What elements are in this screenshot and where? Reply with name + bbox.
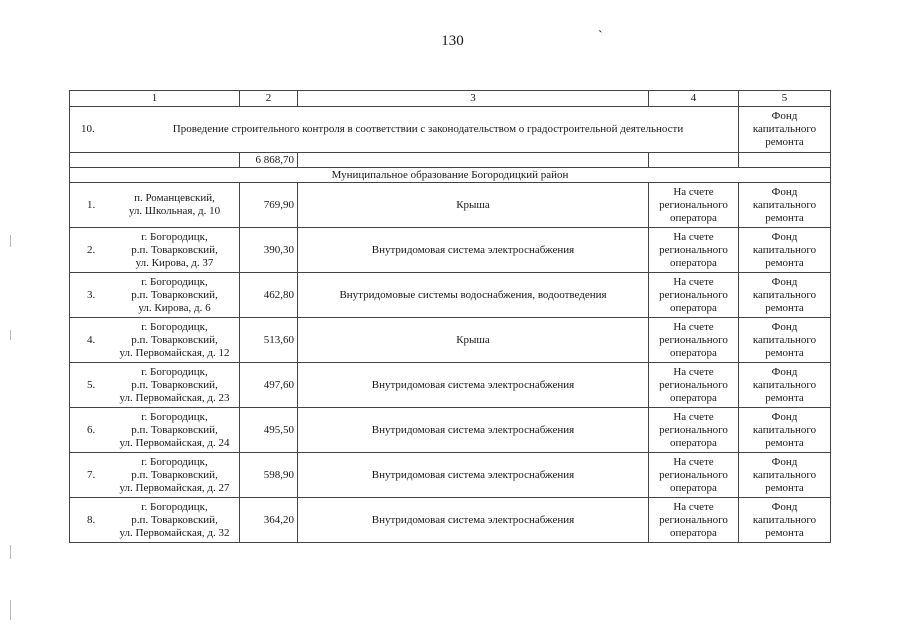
work-type: Внутридомовая система электроснабжения xyxy=(298,228,649,273)
stray-mark: ` xyxy=(598,29,603,44)
work-type: Внутридомовая система электроснабжения xyxy=(298,363,649,408)
account-line: оператора xyxy=(670,436,717,449)
row-number: 8. xyxy=(87,513,96,526)
address-line: г. Богородицк, xyxy=(141,455,208,468)
address-line: ул. Школьная, д. 10 xyxy=(128,205,221,217)
scan-edge-mark xyxy=(10,330,11,340)
fund-line: капитального xyxy=(752,333,817,346)
area-value: 513,60 xyxy=(240,318,298,363)
column-header: 3 xyxy=(298,91,649,107)
address-cell xyxy=(70,318,240,363)
table-row xyxy=(70,318,831,363)
table-row xyxy=(70,453,831,498)
fund-line: ремонта xyxy=(765,136,804,148)
address xyxy=(113,366,236,405)
address-line: г. Богородицк, xyxy=(141,275,208,288)
row-number: 1. xyxy=(87,198,96,211)
fund-line: Фонд xyxy=(771,275,798,288)
fund-line: капитального xyxy=(752,513,817,526)
work-type: Внутридомовая система электроснабжения xyxy=(298,498,649,543)
account-line: оператора xyxy=(670,526,717,539)
account-line: На счете xyxy=(673,185,714,198)
account-line: регионального xyxy=(659,333,728,346)
address-line: р.п. Товарковский, xyxy=(131,513,218,526)
section-row xyxy=(70,107,831,153)
work-type: Крыша xyxy=(298,183,649,228)
work-type: Крыша xyxy=(298,318,649,363)
fund-line: Фонд xyxy=(771,110,798,122)
address-line: г. Богородицк, xyxy=(141,320,208,333)
account-line: регионального xyxy=(659,198,728,211)
page-number: 130 xyxy=(441,33,464,49)
total-row xyxy=(70,153,831,168)
table-row xyxy=(70,363,831,408)
address-cell xyxy=(70,408,240,453)
account-line: На счете xyxy=(673,410,714,423)
scan-edge-mark xyxy=(10,235,11,247)
repair-works-table xyxy=(69,90,831,543)
account-line: регионального xyxy=(659,378,728,391)
address-line: р.п. Товарковский, xyxy=(131,468,218,481)
account-line: оператора xyxy=(670,346,717,359)
fund-line: ремонта xyxy=(765,436,804,449)
fund-cell xyxy=(739,318,831,363)
work-type: Внутридомовая система электроснабжения xyxy=(298,408,649,453)
column-header: 2 xyxy=(240,91,298,107)
work-type: Внутридомовая система электроснабжения xyxy=(298,453,649,498)
address-line: р.п. Товарковский, xyxy=(131,288,218,301)
fund-line: ремонта xyxy=(765,391,804,404)
account-line: оператора xyxy=(670,481,717,494)
fund-line: Фонд xyxy=(771,410,798,423)
empty-cell xyxy=(298,153,649,168)
fund-cell xyxy=(739,273,831,318)
municipality-row xyxy=(70,168,831,183)
account-cell xyxy=(649,228,739,273)
section-number: 10. xyxy=(81,123,95,135)
fund-line: ремонта xyxy=(765,346,804,359)
address-cell xyxy=(70,228,240,273)
address-line: г. Богородицк, xyxy=(141,500,208,513)
column-header: 5 xyxy=(739,91,831,107)
fund-line: капитального xyxy=(752,288,817,301)
account-cell xyxy=(649,498,739,543)
fund-line: капитального xyxy=(752,378,817,391)
fund-line: капитального xyxy=(752,243,817,256)
address-line: ул. Первомайская, д. 32 xyxy=(119,526,230,539)
fund-line: ремонта xyxy=(765,481,804,494)
account-line: На счете xyxy=(673,230,714,243)
address-cell xyxy=(70,183,240,228)
row-number: 2. xyxy=(87,243,96,256)
account-line: оператора xyxy=(670,301,717,314)
address xyxy=(113,456,236,495)
fund-line: капитального xyxy=(752,468,817,481)
fund-line: Фонд xyxy=(771,455,798,468)
fund-line: Фонд xyxy=(771,500,798,513)
account-line: регионального xyxy=(659,513,728,526)
total-value: 6 868,70 xyxy=(240,153,298,168)
fund-line: капитального xyxy=(752,423,817,436)
account-line: регионального xyxy=(659,423,728,436)
account-line: оператора xyxy=(670,391,717,404)
row-number: 5. xyxy=(87,378,96,391)
account-line: На счете xyxy=(673,365,714,378)
fund-cell xyxy=(739,228,831,273)
section-text: Проведение строительного контроля в соответствии с законодательством о градостроительной деятельности xyxy=(172,123,684,135)
address-line: ул. Первомайская, д. 24 xyxy=(119,436,230,449)
address-line: г. Богородицк, xyxy=(141,230,208,243)
table-row xyxy=(70,183,831,228)
address-line: р.п. Товарковский, xyxy=(131,378,218,391)
account-cell xyxy=(649,453,739,498)
address xyxy=(113,231,236,270)
fund-cell xyxy=(739,183,831,228)
address-line: ул. Кирова, д. 37 xyxy=(135,256,214,269)
address-cell xyxy=(70,363,240,408)
fund-line: Фонд xyxy=(771,320,798,333)
address xyxy=(113,411,236,450)
scan-edge-mark xyxy=(10,600,11,620)
row-number: 6. xyxy=(87,423,96,436)
empty-cell xyxy=(649,153,739,168)
area-value: 495,50 xyxy=(240,408,298,453)
area-value: 769,90 xyxy=(240,183,298,228)
fund-line: капитального xyxy=(752,123,817,135)
fund-line: Фонд xyxy=(771,185,798,198)
account-line: оператора xyxy=(670,256,717,269)
account-line: На счете xyxy=(673,320,714,333)
row-number: 7. xyxy=(87,468,96,481)
fund-cell xyxy=(739,498,831,543)
account-line: На счете xyxy=(673,500,714,513)
address-line: ул. Первомайская, д. 12 xyxy=(119,346,230,359)
row-number: 3. xyxy=(87,288,96,301)
account-line: оператора xyxy=(670,211,717,224)
address-cell xyxy=(70,453,240,498)
address-line: г. Богородицк, xyxy=(141,410,208,423)
account-cell xyxy=(649,318,739,363)
account-line: На счете xyxy=(673,275,714,288)
address-cell xyxy=(70,273,240,318)
address-line: г. Богородицк, xyxy=(141,365,208,378)
table-row xyxy=(70,498,831,543)
area-value: 462,80 xyxy=(240,273,298,318)
address xyxy=(113,192,236,218)
table-row xyxy=(70,408,831,453)
address-line: ул. Первомайская, д. 27 xyxy=(119,481,230,494)
address xyxy=(113,501,236,540)
row-number: 4. xyxy=(87,333,96,346)
column-header: 4 xyxy=(649,91,739,107)
area-value: 364,20 xyxy=(240,498,298,543)
empty-cell xyxy=(70,153,240,168)
account-cell xyxy=(649,408,739,453)
account-line: регионального xyxy=(659,468,728,481)
work-type: Внутридомовые системы водоснабжения, водоотведения xyxy=(298,273,649,318)
fund-line: Фонд xyxy=(771,365,798,378)
address-line: р.п. Товарковский, xyxy=(131,333,218,346)
fund-line: капитального xyxy=(752,198,817,211)
account-line: регионального xyxy=(659,288,728,301)
section-cell xyxy=(70,107,739,153)
area-value: 390,30 xyxy=(240,228,298,273)
municipality-title: Муниципальное образование Богородицкий район xyxy=(70,168,831,183)
account-cell xyxy=(649,273,739,318)
address-line: р.п. Товарковский, xyxy=(131,243,218,256)
address-cell xyxy=(70,498,240,543)
column-header: 1 xyxy=(70,91,240,107)
address xyxy=(113,321,236,360)
address-line: п. Романцевский, xyxy=(134,192,215,204)
scan-edge-mark xyxy=(10,545,11,559)
table-row xyxy=(70,273,831,318)
fund-cell xyxy=(739,408,831,453)
fund-line: ремонта xyxy=(765,526,804,539)
address-line: р.п. Товарковский, xyxy=(131,423,218,436)
table-row xyxy=(70,228,831,273)
fund-cell xyxy=(739,363,831,408)
section-fund-cell xyxy=(739,107,831,153)
account-cell xyxy=(649,183,739,228)
area-value: 497,60 xyxy=(240,363,298,408)
account-cell xyxy=(649,363,739,408)
fund-line: ремонта xyxy=(765,211,804,224)
area-value: 598,90 xyxy=(240,453,298,498)
address xyxy=(113,276,236,315)
account-line: регионального xyxy=(659,243,728,256)
address-line: ул. Кирова, д. 6 xyxy=(138,301,211,314)
address-line: ул. Первомайская, д. 23 xyxy=(119,391,230,404)
fund-line: ремонта xyxy=(765,301,804,314)
fund-line: Фонд xyxy=(771,230,798,243)
empty-cell xyxy=(739,153,831,168)
account-line: На счете xyxy=(673,455,714,468)
fund-cell xyxy=(739,453,831,498)
column-number-row xyxy=(70,91,831,107)
fund-line: ремонта xyxy=(765,256,804,269)
